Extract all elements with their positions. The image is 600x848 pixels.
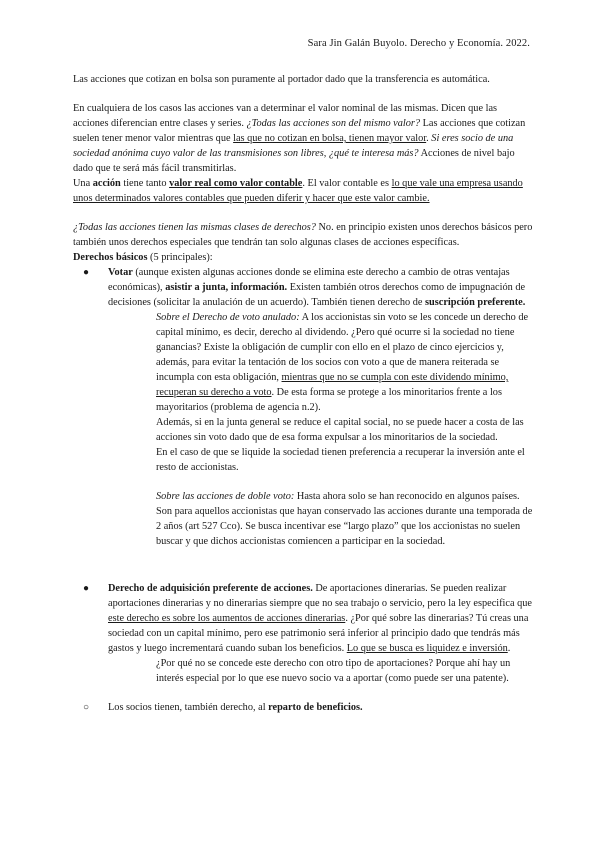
italic-heading: Sobre el Derecho de voto anulado:: [156, 312, 300, 323]
underlined-text: las que no cotizan en bolsa, tienen mayor valor: [233, 133, 427, 144]
paragraph-liquidacion: En el caso de que se liquide la sociedad tienen preferencia a recuperar la inversión ante el resto de accionistas.: [156, 447, 525, 473]
paragraph-doble-voto: [156, 489, 533, 549]
underlined-text: este derecho es sobre los aumentos de acciones dinerarias: [108, 613, 346, 624]
paragraph-valor-nominal: [73, 101, 533, 176]
text: . ¿Por qué sobre las dinerarias? Tú creas una sociedad con un capital mínimo, pero ese patrimonio será inferior al principio dado que tendrás más gastos y luego incrementará cuando suban los beneficios.: [108, 613, 529, 654]
text: Una: [73, 178, 93, 189]
list-item-text: [108, 581, 533, 656]
bold-text: suscripción preferente.: [425, 297, 526, 308]
list-item-text: [108, 265, 533, 310]
paragraph-junta: Además, si en la junta general se reduce el capital social, no se puede hacer a costa de las acciones sin voto dado que de esa forma expulsar a los minoritarios de la sociedad.: [156, 417, 524, 443]
underlined-text: mientras que no se cumpla con este dividendo mínimo, recuperan su derecho a voto: [156, 372, 509, 398]
text: Existen también otros derechos como de impugnación de decisiones (solicitar la anulación de un acuerdo). También tienen derecho de: [108, 282, 526, 308]
question-italic: ¿Todas las acciones tienen las mismas clases de derechos?: [73, 222, 316, 233]
text: Los socios tienen, también derecho, al: [108, 702, 269, 713]
page-header: Sara Jin Galán Buyolo. Derecho y Economía. 2022.: [307, 38, 530, 49]
text: Las acciones que cotizan suelen tener menor valor mientras que: [73, 118, 526, 144]
bold-text: reparto de beneficios.: [268, 702, 363, 713]
list-item-votar: [73, 265, 533, 310]
bold-underlined-text: [169, 178, 302, 189]
bold-text: Derecho de adquisición preferente de acciones.: [108, 583, 313, 594]
document-body: [73, 72, 533, 715]
text: (aunque existen algunas acciones donde se elimina este derecho a cambio de otras ventajas económicas),: [108, 267, 510, 293]
paragraph-valor-contable: [73, 176, 533, 206]
text: .: [507, 643, 511, 654]
text: . El valor contable es: [302, 178, 392, 189]
paragraph-bolsa: Las acciones que cotizan en bolsa son puramente al portador dado que la transferencia es automática.: [73, 74, 490, 85]
paragraph-voto-anulado: [156, 310, 533, 415]
bold-text: Votar: [108, 267, 133, 278]
text: .: [426, 133, 432, 144]
subsection-porque: [73, 656, 533, 686]
list-item-adquisicion: [73, 581, 533, 656]
bullet-icon: ●: [83, 267, 90, 278]
bold-text: asistir a junta, información.: [165, 282, 288, 293]
text: No. en principio existen unos derechos básicos pero también unos derechos especiales que tendrán tan solo algunas clases de acciones específicas.: [73, 222, 533, 248]
italic-heading: Sobre las acciones de doble voto:: [156, 491, 295, 502]
text: . De esta forma se protege a los minoritarios frente a los mayoritarios (problema de agencia n.2).: [156, 387, 502, 413]
heading-derechos-basicos: [73, 250, 533, 265]
paragraph-porque: ¿Por qué no se concede este derecho con otro tipo de aportaciones? Porque ahí hay un interés especial por lo que ese nuevo socio va a aportar (como puede ser una patente).: [156, 658, 511, 684]
underlined-text: Lo que se busca es liquidez e inversión: [346, 643, 508, 654]
text: En cualquiera de los casos las acciones van a determinar el valor nominal de las mismas. Dicen que las acciones diferencian entre clases y series.: [73, 103, 498, 129]
paragraph-clases-derechos: [73, 220, 533, 250]
list-item-reparto: [73, 700, 533, 715]
hollow-bullet-icon: ○: [83, 702, 90, 713]
question-italic: Si eres socio de una sociedad anónima cuyo valor de las transmisiones son libres, ¿qué te interesa más?: [73, 133, 514, 159]
text: (5 principales):: [147, 252, 213, 263]
bullet-icon: ●: [83, 583, 90, 594]
bold-text: Derechos básicos: [73, 252, 148, 263]
question-italic: ¿Todas las acciones son del mismo valor?: [246, 118, 421, 129]
underlined-text: valor real como valor contable: [169, 178, 303, 189]
list-item-text: [108, 700, 533, 715]
subsection-voto-anulado: [73, 310, 533, 549]
bold-text: acción: [92, 178, 121, 189]
underlined-text: lo que vale una empresa usando unos determinados valores contables que pueden diferir y hacer que este valor cambie.: [73, 178, 523, 204]
text: A los accionistas sin voto se les concede un derecho de capital mínimo, es decir, derecho al dividendo. ¿Pero qué ocurre si la sociedad no tiene ganancias? Existe la obligación de cumplir con ello en el plazo de cinco ejercicios y, además, para evitar la tentación de los socios con voto a que de manera reiterada se incumpla con esta obligación,: [156, 312, 529, 383]
text: De aportaciones dinerarias. Se pueden realizar aportaciones dinerarias y no dinerarias siempre que no sea trabajo o servicio, pero la ley especifica que: [108, 583, 532, 609]
text: tiene tanto: [120, 178, 170, 189]
text: Hasta ahora solo se han reconocido en algunos países. Son para aquellos accionistas que hayan conservado las acciones durante una temporada de 2 años (art 527 Cco). Se busca incentivar ese “largo plazo” que los accionistas no suelen buscar y que dichos accionistas comiencen a participar en la sociedad.: [156, 491, 533, 547]
text: Acciones de nivel bajo dado que te será más fácil transmitirlas.: [73, 148, 515, 174]
